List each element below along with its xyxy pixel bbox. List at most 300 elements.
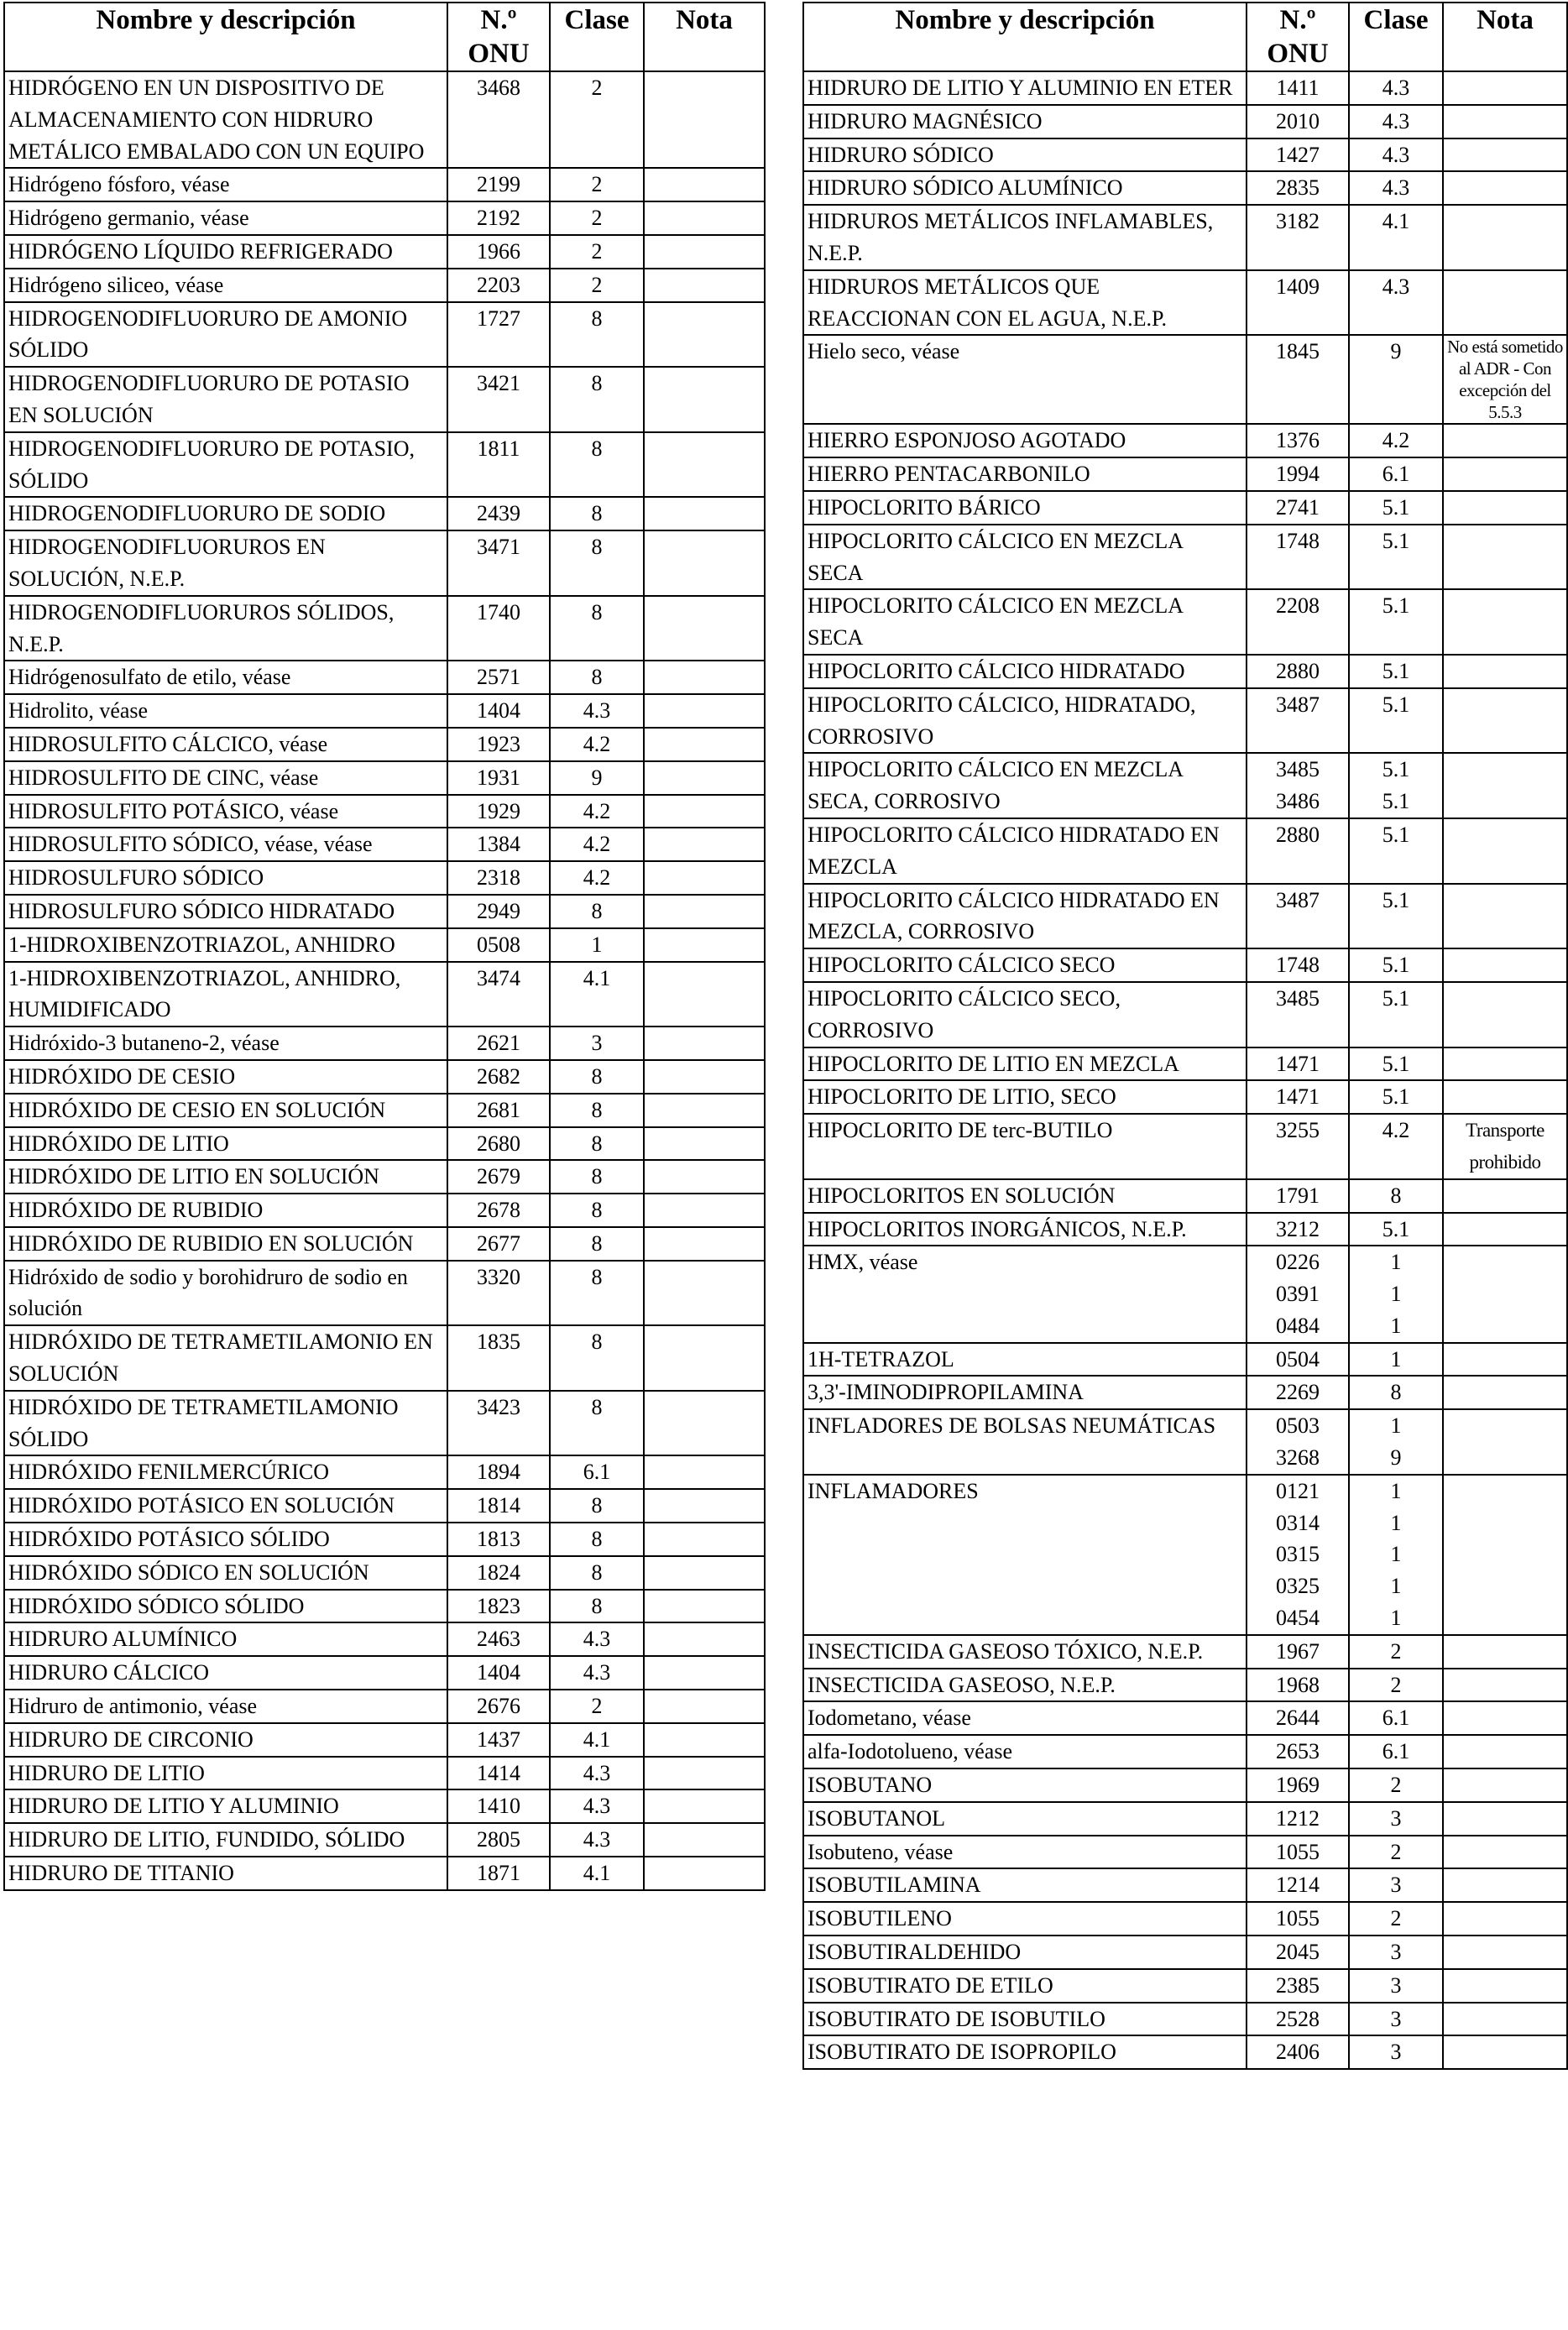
un-number: 1471 [1247,1047,1349,1081]
hazard-class: 8 [550,1227,644,1261]
note [1443,457,1567,491]
table-row [803,1902,1567,1936]
note [1443,982,1567,1047]
un-number: 3485 3486 [1247,753,1349,818]
substance-name: HIDRÓXIDO DE TETRAMETILAMONIO EN SOLUCIÓN [4,1325,447,1391]
un-number: 2682 [447,1060,550,1094]
note [644,1690,765,1723]
table-row [4,1690,765,1723]
un-number: 1411 [1247,71,1349,105]
note [1443,1246,1567,1342]
hazard-class: 2 [1349,1836,1443,1869]
substance-name: HIPOCLORITO BÁRICO [803,491,1247,525]
table-row [4,1391,765,1456]
substance-name: HIDRÓXIDO DE TETRAMETILAMONIO SÓLIDO [4,1391,447,1456]
table-row [4,1227,765,1261]
un-number: 1427 [1247,138,1349,172]
note [644,1823,765,1857]
hazard-class: 5.1 [1349,1080,1443,1114]
table-row [4,1857,765,1890]
hazard-class: 9 [1349,335,1443,424]
substance-name: HIDRURO ALUMÍNICO [4,1622,447,1656]
hazard-class: 8 [550,1523,644,1556]
table-row [803,138,1567,172]
substance-name: HIDROSULFITO DE CINC, véase [4,761,447,795]
un-number: 3182 [1247,205,1349,270]
substance-name: HIDRÓXIDO POTÁSICO EN SOLUCIÓN [4,1489,447,1523]
note [644,1656,765,1690]
un-number: 3255 [1247,1114,1349,1179]
hazard-class: 8 [550,1489,644,1523]
table-header-row [4,3,765,71]
un-number: 2203 [447,269,550,302]
un-number: 3468 [447,71,550,168]
table-row [4,269,765,302]
substance-name: HIDRUROS METÁLICOS QUE REACCIONAN CON EL AGUA, N.E.P. [803,270,1247,336]
table-row [803,1114,1567,1179]
note [644,235,765,269]
table-row [803,589,1567,655]
substance-name: Hidróxido-3 butaneno-2, véase [4,1027,447,1060]
hazard-class: 4.1 [1349,205,1443,270]
un-number: 1404 [447,1656,550,1690]
hazard-class: 2 [1349,1902,1443,1936]
table-row [803,1701,1567,1735]
hazard-class: 8 [550,1094,644,1127]
table-row [4,895,765,928]
hazard-class: 8 [550,497,644,530]
substance-name: 1-HIDROXIBENZOTRIAZOL, ANHIDRO [4,928,447,962]
hazard-class: 8 [550,596,644,661]
table-row [803,105,1567,138]
hazard-class: 5.1 [1349,1047,1443,1081]
note [644,1857,765,1890]
table-row [4,1325,765,1391]
hazard-class: 5.1 [1349,982,1443,1047]
hazard-class: 3 [550,1027,644,1060]
substance-name: HIDROGENODIFLUORURO DE AMONIO SÓLIDO [4,302,447,368]
un-number: 1409 [1247,270,1349,336]
table-row [4,432,765,498]
table-row [803,982,1567,1047]
un-number: 1404 [447,694,550,728]
table-row [4,596,765,661]
un-number: 1931 [447,761,550,795]
un-number: 2318 [447,861,550,895]
hazard-class: 5.1 [1349,948,1443,982]
substance-name: ISOBUTIRATO DE ETILO [803,1969,1247,2003]
un-number: 3421 [447,367,550,432]
note [644,1523,765,1556]
hazard-class: 5.1 [1349,491,1443,525]
table-row [803,1343,1567,1377]
table-row [803,1868,1567,1902]
substance-name: HIPOCLORITO DE LITIO, SECO [803,1080,1247,1114]
substance-name: INSECTICIDA GASEOSO TÓXICO, N.E.P. [803,1635,1247,1669]
substance-name: HIDRÓXIDO SÓDICO EN SOLUCIÓN [4,1556,447,1590]
table-row [4,1261,765,1326]
hazard-class: 5.1 [1349,525,1443,590]
table-row [803,205,1567,270]
substance-name: HIDRÓXIDO POTÁSICO SÓLIDO [4,1523,447,1556]
hazard-class: 8 [550,1160,644,1194]
substance-name: HIDRURO DE LITIO Y ALUMINIO [4,1789,447,1823]
note [1443,1936,1567,1969]
note [644,828,765,861]
substance-name: HIDROGENODIFLUORURO DE POTASIO, SÓLIDO [4,432,447,498]
substance-name: HIPOCLORITO CÁLCICO, HIDRATADO, CORROSIVO [803,688,1247,754]
substance-name: HIDROGENODIFLUORURO DE POTASIO EN SOLUCIÓN [4,367,447,432]
hazard-class: 3 [1349,1969,1443,2003]
un-number: 1376 [1247,424,1349,457]
table-row [4,497,765,530]
un-number: 1471 [1247,1080,1349,1114]
un-number: 1727 [447,302,550,368]
hazard-class: 8 [550,1391,644,1456]
hazard-class: 4.3 [1349,138,1443,172]
un-number: 1966 [447,235,550,269]
table-row [4,71,765,168]
left-table-body [4,71,765,1890]
note [1443,948,1567,982]
right-column [802,2,1568,2070]
hazard-class: 5.1 [1349,1213,1443,1246]
substance-name: HIDRÓXIDO DE CESIO EN SOLUCIÓN [4,1094,447,1127]
un-number: 2010 [1247,105,1349,138]
substance-name: ISOBUTANOL [803,1802,1247,1836]
note [644,761,765,795]
table-row [803,1669,1567,1702]
un-number: 3320 [447,1261,550,1326]
table-row [803,1409,1567,1475]
note: No está sometido al ADR - Con excepción del 5.5.3 [1443,335,1567,424]
hazard-class: 2 [1349,1669,1443,1702]
table-row [4,1823,765,1857]
note [644,1455,765,1489]
table-row [803,1936,1567,1969]
header-name: Nombre y descripción [803,3,1247,71]
substance-name: HIPOCLORITO CÁLCICO HIDRATADO EN MEZCLA [803,818,1247,884]
table-row [803,1213,1567,1246]
un-number: 0121 0314 0315 0325 0454 [1247,1475,1349,1635]
hazard-class: 8 [550,1556,644,1590]
un-number: 1410 [447,1789,550,1823]
table-row [4,168,765,201]
hazard-class: 4.2 [550,728,644,761]
substance-name: HIDROSULFITO POTÁSICO, véase [4,795,447,828]
table-row [4,1194,765,1227]
substance-name: HIPOCLORITO CÁLCICO EN MEZCLA SECA [803,589,1247,655]
table-row [803,2035,1567,2069]
hazard-class: 4.3 [550,1823,644,1857]
note [1443,525,1567,590]
hazard-class: 5.1 5.1 [1349,753,1443,818]
substance-name: HIPOCLORITO CÁLCICO SECO [803,948,1247,982]
un-number: 1923 [447,728,550,761]
un-number: 2571 [447,661,550,694]
table-row [4,1489,765,1523]
note [1443,1802,1567,1836]
un-number: 2644 [1247,1701,1349,1735]
substance-name: alfa-Iodotolueno, véase [803,1735,1247,1768]
substance-name: ISOBUTILAMINA [803,1868,1247,1902]
un-number: 2678 [447,1194,550,1227]
substance-name: 1-HIDROXIBENZOTRIAZOL, ANHIDRO, HUMIDIFICADO [4,962,447,1027]
un-number: 1845 [1247,335,1349,424]
un-number: 1748 [1247,948,1349,982]
un-number: 1929 [447,795,550,828]
note [1443,688,1567,754]
hazard-class: 3 [1349,2003,1443,2036]
table-row [803,1969,1567,2003]
hazard-class: 8 [550,1127,644,1161]
hazard-class: 4.3 [550,694,644,728]
un-number: 2741 [1247,491,1349,525]
substance-name: HIDRURO MAGNÉSICO [803,105,1247,138]
substance-name: HIDROGENODIFLUORUROS EN SOLUCIÓN, N.E.P. [4,530,447,596]
note [1443,1969,1567,2003]
un-number: 2677 [447,1227,550,1261]
hazard-class: 8 [550,1060,644,1094]
hazard-class: 8 [550,1261,644,1326]
table-row [803,655,1567,688]
hazard-class: 8 [550,1194,644,1227]
note [644,1556,765,1590]
table-row [803,1246,1567,1342]
substance-name: HIPOCLORITO DE terc-BUTILO [803,1114,1247,1179]
un-number: 2676 [447,1690,550,1723]
note [1443,138,1567,172]
table-row [803,1080,1567,1114]
substance-name: HIDROSULFURO SÓDICO HIDRATADO [4,895,447,928]
note [1443,655,1567,688]
substance-name: HIPOCLORITO CÁLCICO HIDRATADO [803,655,1247,688]
un-number: 3471 [447,530,550,596]
note [1443,753,1567,818]
substance-name: HIERRO ESPONJOSO AGOTADO [803,424,1247,457]
un-number: 2653 [1247,1735,1349,1768]
substance-name: HIDROSULFITO CÁLCICO, véase [4,728,447,761]
hazard-class: 6.1 [1349,1735,1443,1768]
table-row [4,661,765,694]
hazard-class: 5.1 [1349,818,1443,884]
note [1443,1080,1567,1114]
hazard-class: 4.3 [1349,171,1443,205]
un-number: 3212 [1247,1213,1349,1246]
substance-name: HIDROSULFITO SÓDICO, véase, véase [4,828,447,861]
table-row [803,71,1567,105]
hazard-class: 1 1 1 [1349,1246,1443,1342]
note [1443,589,1567,655]
hazard-class: 8 [550,1325,644,1391]
header-name: Nombre y descripción [4,3,447,71]
table-row [803,1768,1567,1802]
hazard-class: 4.1 [550,1857,644,1890]
table-row [4,1656,765,1690]
note [1443,270,1567,336]
un-number: 3423 [447,1391,550,1456]
un-number: 2045 [1247,1936,1349,1969]
substance-name: HIPOCLORITOS INORGÁNICOS, N.E.P. [803,1213,1247,1246]
note [1443,1409,1567,1475]
note [1443,1836,1567,1869]
substance-name: HIDRURO SÓDICO ALUMÍNICO [803,171,1247,205]
table-row [4,694,765,728]
un-number: 1871 [447,1857,550,1890]
hazard-class: 8 [1349,1179,1443,1213]
un-number: 1437 [447,1723,550,1757]
hazard-class: 8 [550,530,644,596]
un-number: 2679 [447,1160,550,1194]
note [644,1757,765,1790]
note [644,367,765,432]
table-row [4,861,765,895]
un-number: 2949 [447,895,550,928]
header-nota: Nota [1443,3,1567,71]
note [1443,818,1567,884]
un-number: 2880 [1247,655,1349,688]
substance-name: Hielo seco, véase [803,335,1247,424]
note [644,201,765,235]
note [644,497,765,530]
hazard-class: 3 [1349,2035,1443,2069]
substance-name: HIPOCLORITO CÁLCICO EN MEZCLA SECA, CORROSIVO [803,753,1247,818]
note [644,1127,765,1161]
hazard-class: 2 [550,235,644,269]
note [644,302,765,368]
table-row [803,688,1567,754]
substance-name: INFLAMADORES [803,1475,1247,1635]
hazard-class: 2 [1349,1768,1443,1802]
hazard-class: 5.1 [1349,688,1443,754]
un-number: 2463 [447,1622,550,1656]
substance-name: Hidrógeno fósforo, véase [4,168,447,201]
un-number: 0226 0391 0484 [1247,1246,1349,1342]
table-row [4,1060,765,1094]
table-row [803,884,1567,949]
un-number: 2385 [1247,1969,1349,2003]
header-clase: Clase [1349,3,1443,71]
hazard-class: 2 [550,71,644,168]
substance-name: INFLADORES DE BOLSAS NEUMÁTICAS [803,1409,1247,1475]
un-number: 2621 [447,1027,550,1060]
note [1443,1376,1567,1409]
hazard-class: 4.3 [550,1656,644,1690]
note [1443,205,1567,270]
hazard-class: 1 [1349,1343,1443,1377]
substance-name: HIPOCLORITO CÁLCICO HIDRATADO EN MEZCLA, CORROSIVO [803,884,1247,949]
table-row [803,491,1567,525]
table-row [4,1160,765,1194]
table-row [803,1376,1567,1409]
substance-name: HIDRÓXIDO SÓDICO SÓLIDO [4,1590,447,1623]
note [644,1723,765,1757]
table-row [803,171,1567,205]
note [1443,105,1567,138]
note [644,1789,765,1823]
left-column [3,2,766,1891]
substance-name: Hidrolito, véase [4,694,447,728]
note [644,71,765,168]
substance-name: HIDRUROS METÁLICOS INFLAMABLES, N.E.P. [803,205,1247,270]
substance-name: HIDRÓGENO LÍQUIDO REFRIGERADO [4,235,447,269]
hazard-class: 9 [550,761,644,795]
un-number: 2269 [1247,1376,1349,1409]
hazard-class: 2 [550,1690,644,1723]
un-number: 1791 [1247,1179,1349,1213]
note [644,795,765,828]
un-number: 1214 [1247,1868,1349,1902]
left-table [3,2,766,1891]
note [644,1391,765,1456]
table-row [4,728,765,761]
header-onu: N.º ONU [1247,3,1349,71]
substance-name: HIDRURO CÁLCICO [4,1656,447,1690]
table-row [803,1836,1567,1869]
substance-name: HIDRÓXIDO DE RUBIDIO [4,1194,447,1227]
table-row [803,335,1567,424]
un-number: 2406 [1247,2035,1349,2069]
un-number: 1969 [1247,1768,1349,1802]
note [644,1622,765,1656]
substance-name: HIDRURO DE LITIO [4,1757,447,1790]
note [1443,1179,1567,1213]
note [644,1060,765,1094]
un-number: 3487 [1247,688,1349,754]
substance-name: HIDRÓXIDO DE LITIO EN SOLUCIÓN [4,1160,447,1194]
header-onu: N.º ONU [447,3,550,71]
hazard-class: 5.1 [1349,655,1443,688]
substance-name: HIDRÓXIDO FENILMERCÚRICO [4,1455,447,1489]
substance-name: 3,3'-IMINODIPROPILAMINA [803,1376,1247,1409]
un-number: 3487 [1247,884,1349,949]
hazard-class: 4.2 [1349,424,1443,457]
note [644,269,765,302]
note [1443,1475,1567,1635]
note [1443,884,1567,949]
header-clase: Clase [550,3,644,71]
hazard-class: 6.1 [1349,457,1443,491]
table-row [803,1047,1567,1081]
hazard-class: 4.3 [550,1622,644,1656]
note: Transporte prohibido [1443,1114,1567,1179]
table-row [4,1027,765,1060]
note [644,962,765,1027]
note [644,1325,765,1391]
substance-name: ISOBUTILENO [803,1902,1247,1936]
note [644,596,765,661]
substance-name: HIPOCLORITO CÁLCICO SECO, CORROSIVO [803,982,1247,1047]
table-row [803,1179,1567,1213]
un-number: 1740 [447,596,550,661]
un-number: 3485 [1247,982,1349,1047]
note [1443,491,1567,525]
un-number: 1384 [447,828,550,861]
note [644,1227,765,1261]
hazard-class: 4.3 [550,1757,644,1790]
hazard-class: 8 [550,1590,644,1623]
hazard-class: 1 9 [1349,1409,1443,1475]
substance-name: ISOBUTIRATO DE ISOBUTILO [803,2003,1247,2036]
hazard-class: 8 [1349,1376,1443,1409]
table-row [803,1802,1567,1836]
un-number: 1967 [1247,1635,1349,1669]
table-row [4,1590,765,1623]
substance-name: HIDRURO DE LITIO, FUNDIDO, SÓLIDO [4,1823,447,1857]
un-number: 1824 [447,1556,550,1590]
un-number: 1835 [447,1325,550,1391]
note [1443,1635,1567,1669]
